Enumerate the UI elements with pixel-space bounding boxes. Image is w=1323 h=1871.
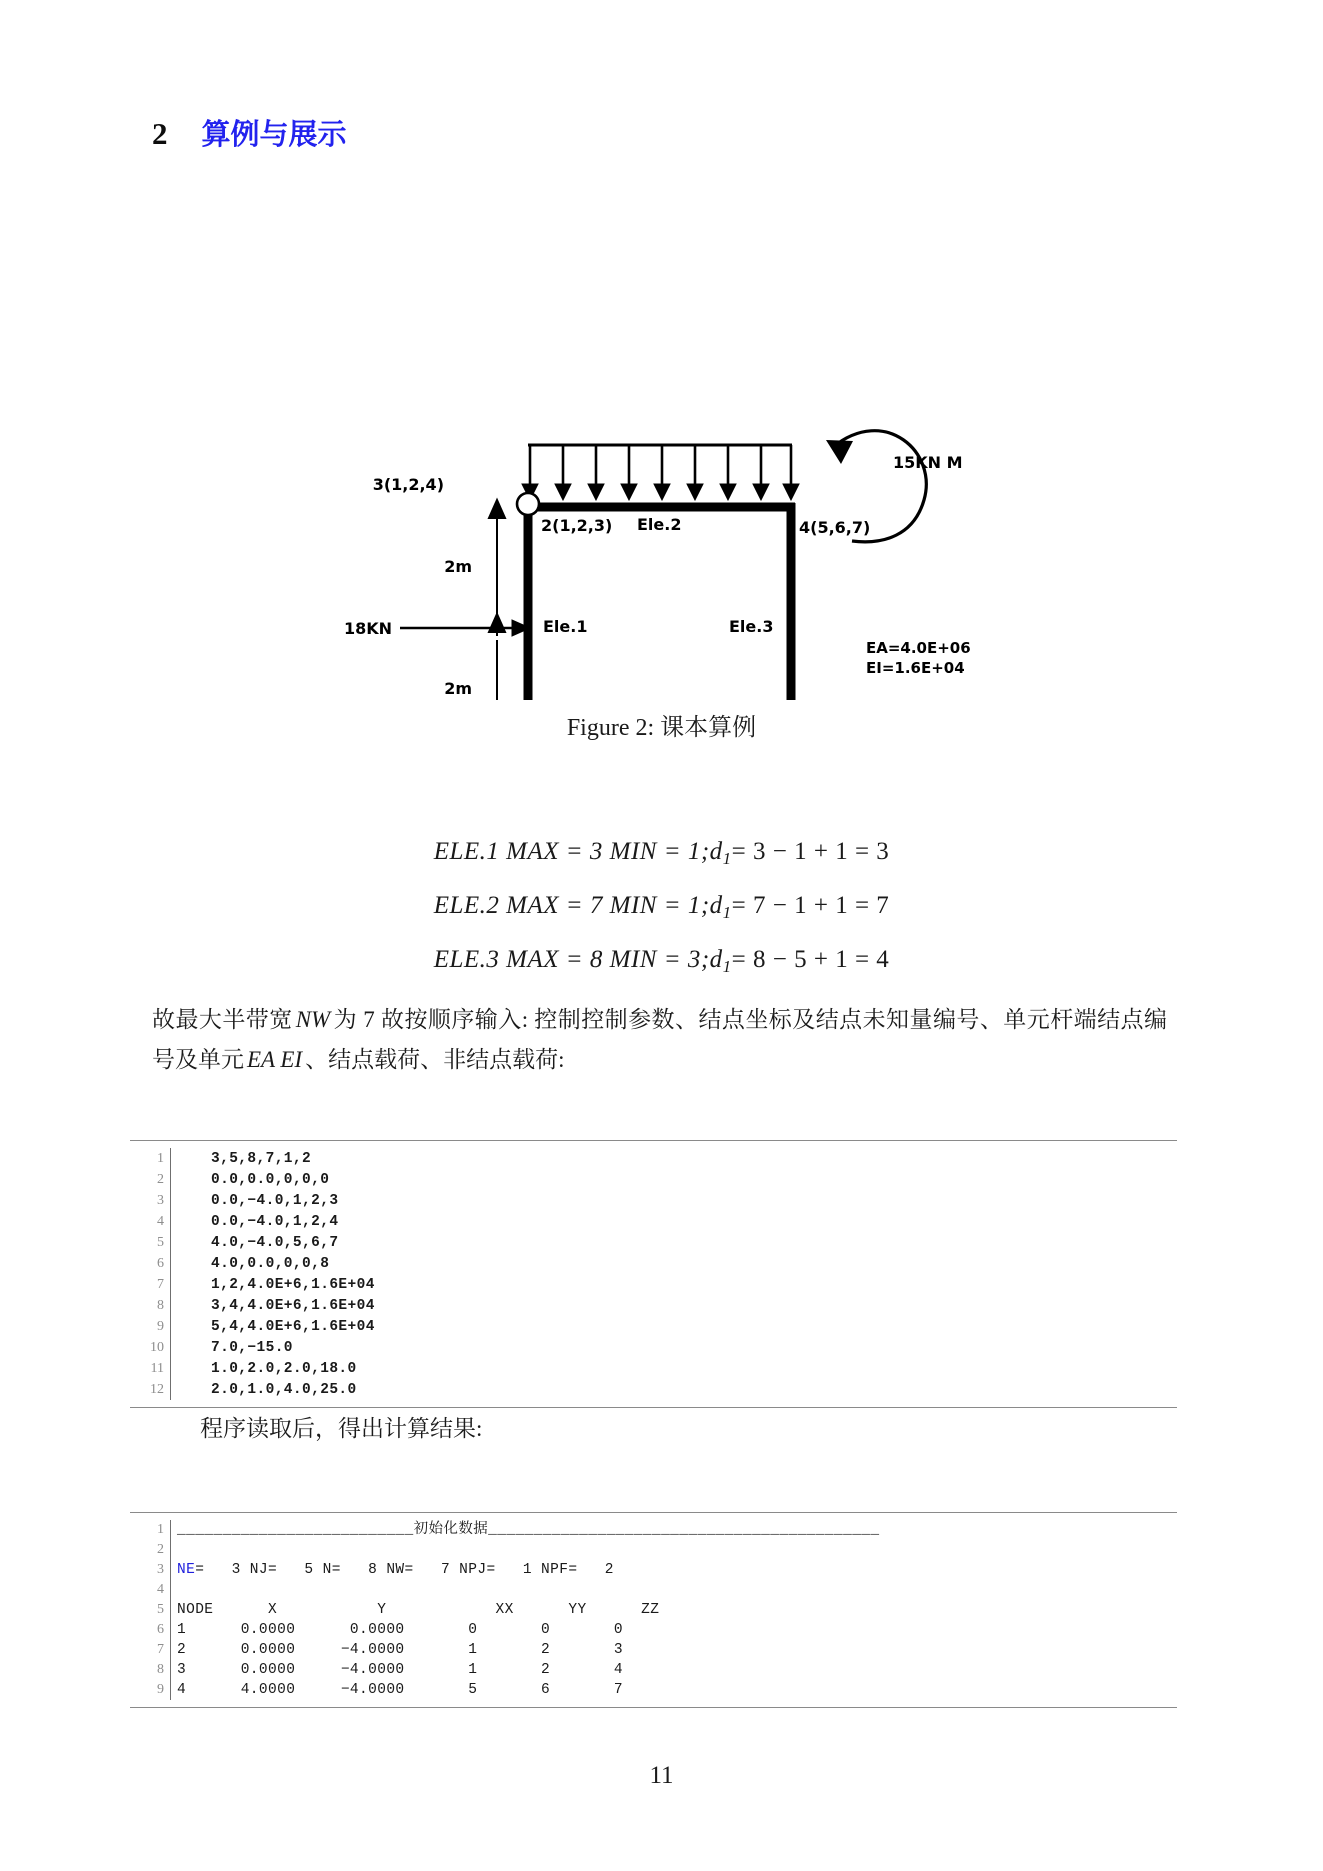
line-number: 3 xyxy=(157,1193,164,1208)
code-text: 2.0,1.0,4.0,25.0 xyxy=(211,1382,357,1398)
paragraph-part1: 故最大半带宽 xyxy=(152,1007,293,1032)
page-number: 11 xyxy=(649,1762,674,1789)
code-listing-input xyxy=(130,1140,1177,1408)
equation-d-symbol: d xyxy=(709,838,723,865)
code-listing-output xyxy=(130,1512,1177,1708)
figure-label-moment: 15KN M xyxy=(893,453,963,472)
code-text: 7.0,−15.0 xyxy=(211,1340,293,1356)
code-text: 4 4.0000 −4.0000 5 6 7 xyxy=(177,1682,623,1698)
section-title: 算例与展示 xyxy=(201,117,347,151)
line-number: 7 xyxy=(157,1642,164,1657)
code-line xyxy=(130,1232,1177,1253)
code-text: 1 0.0000 0.0000 0 0 0 xyxy=(177,1622,623,1638)
code-text: 0.0,−4.0,1,2,3 xyxy=(211,1193,339,1209)
section-number: 2 xyxy=(152,116,168,151)
line-number: 4 xyxy=(157,1214,164,1229)
line-number: 9 xyxy=(157,1682,164,1697)
paragraph-math-eaei: EA EI xyxy=(247,1047,303,1073)
code-text: 4.0,−4.0,5,6,7 xyxy=(211,1235,339,1251)
equation-d-symbol: d xyxy=(709,946,723,973)
code-listing-input-rows xyxy=(130,1141,1177,1407)
line-number: 4 xyxy=(157,1582,164,1597)
figure-frame-structure xyxy=(0,200,1323,700)
code-text: NODE X Y XX YY ZZ xyxy=(177,1602,660,1618)
figure-caption: Figure 2: 课本算例 xyxy=(566,715,757,741)
line-number: 3 xyxy=(157,1562,164,1577)
code-text: 5,4,4.0E+6,1.6E+04 xyxy=(211,1319,375,1335)
figure-label-ea: EA=4.0E+06 xyxy=(866,639,971,657)
section-heading xyxy=(152,112,347,153)
line-number: 7 xyxy=(157,1277,164,1292)
code-line xyxy=(130,1540,1177,1560)
code-text: 1,2,4.0E+6,1.6E+04 xyxy=(211,1277,375,1293)
code-text: 3 0.0000 −4.0000 1 2 4 xyxy=(177,1662,623,1678)
equation-d-symbol: d xyxy=(709,892,723,919)
code-text: 1.0,2.0,2.0,18.0 xyxy=(211,1361,357,1377)
line-number: 5 xyxy=(157,1235,164,1250)
code-line xyxy=(130,1253,1177,1274)
code-line xyxy=(130,1520,1177,1540)
gutter-rule xyxy=(170,1580,171,1600)
dimension-vertical xyxy=(489,500,505,700)
code-line xyxy=(130,1560,1177,1580)
code-text: NE= 3 NJ= 5 N= 8 NW= 7 NPJ= 1 NPF= 2 xyxy=(177,1562,614,1578)
line-number: 9 xyxy=(157,1319,164,1334)
code-text: 0.0,−4.0,1,2,4 xyxy=(211,1214,339,1230)
line-number: 6 xyxy=(157,1622,164,1637)
equation-ele3 xyxy=(0,946,1323,977)
equation-ele1 xyxy=(0,838,1323,869)
equation-rhs: = 3 − 1 + 1 = 3 xyxy=(731,838,890,865)
subparagraph-result-intro: 程序读取后，得出计算结果: xyxy=(200,1416,483,1441)
code-line xyxy=(130,1169,1177,1190)
code-text: __________________________初始化数据___________________________________________ xyxy=(177,1522,880,1538)
figure-label-point-load: 18KN xyxy=(343,619,392,638)
figure-label-ele3: Ele.3 xyxy=(729,617,774,636)
code-line xyxy=(130,1379,1177,1400)
equation-d-subscript: 1 xyxy=(722,848,732,868)
code-line xyxy=(130,1148,1177,1169)
gutter-rule xyxy=(170,1540,171,1560)
code-line xyxy=(130,1337,1177,1358)
code-line xyxy=(130,1211,1177,1232)
code-text: 2 0.0000 −4.0000 1 2 3 xyxy=(177,1642,623,1658)
code-line xyxy=(130,1190,1177,1211)
code-line xyxy=(130,1358,1177,1379)
figure-label-node2: 2(1,2,3) xyxy=(541,516,613,535)
equation-d-subscript: 1 xyxy=(722,956,732,976)
line-number: 8 xyxy=(157,1662,164,1677)
code-line xyxy=(130,1660,1177,1680)
code-text: 4.0,0.0,0,0,8 xyxy=(211,1256,330,1272)
paragraph-part3: 、结点载荷、非结点载荷: xyxy=(305,1047,565,1073)
figure-label-node4: 4(5,6,7) xyxy=(799,518,871,537)
code-line xyxy=(130,1640,1177,1660)
paragraph-math-nw: NW xyxy=(295,1007,331,1032)
line-number: 12 xyxy=(150,1382,164,1397)
code-line xyxy=(130,1274,1177,1295)
code-line xyxy=(130,1316,1177,1337)
equation-rhs: = 7 − 1 + 1 = 7 xyxy=(731,892,890,919)
equation-d-subscript: 1 xyxy=(722,902,732,922)
equation-rhs: = 8 − 5 + 1 = 4 xyxy=(731,946,890,973)
figure-label-node3: 3(1,2,4) xyxy=(372,475,444,494)
equation-lhs: ELE.3 MAX = 8 MIN = 3; xyxy=(433,946,710,973)
line-number: 10 xyxy=(150,1340,164,1355)
code-text: 3,5,8,7,1,2 xyxy=(211,1151,312,1167)
moment-arrowhead xyxy=(826,440,853,464)
paragraph-part2: 为 7 故按顺序输入: 控制控制参数、结点坐标及结点未知量编号、单元杆端结点编号及单元 xyxy=(152,1007,1168,1073)
figure-label-dim-upper: 2m xyxy=(444,557,472,576)
code-text: 0.0,0.0,0,0,0 xyxy=(211,1172,330,1188)
line-number: 6 xyxy=(157,1256,164,1271)
line-number: 8 xyxy=(157,1298,164,1313)
line-number: 1 xyxy=(157,1522,164,1537)
figure-label-ele2: Ele.2 xyxy=(637,515,682,534)
code-line xyxy=(130,1680,1177,1700)
code-keyword: NE xyxy=(177,1562,196,1578)
line-number: 11 xyxy=(150,1361,164,1376)
distributed-load-group xyxy=(522,445,799,500)
figure-label-ele1: Ele.1 xyxy=(543,617,588,636)
equation-ele2 xyxy=(0,892,1323,923)
figure-label-dim-lower: 2m xyxy=(444,679,472,698)
line-number: 1 xyxy=(157,1151,164,1166)
code-line xyxy=(130,1600,1177,1620)
line-number: 2 xyxy=(157,1542,164,1557)
figure-label-ei: EI=1.6E+04 xyxy=(866,659,965,677)
code-line xyxy=(130,1295,1177,1316)
code-text: 3,4,4.0E+6,1.6E+04 xyxy=(211,1298,375,1314)
code-listing-output-rows xyxy=(130,1513,1177,1707)
code-line xyxy=(130,1620,1177,1640)
equation-lhs: ELE.1 MAX = 3 MIN = 1; xyxy=(433,838,710,865)
body-paragraph xyxy=(152,1000,1167,1081)
code-line xyxy=(130,1580,1177,1600)
line-number: 5 xyxy=(157,1602,164,1617)
equation-lhs: ELE.2 MAX = 7 MIN = 1; xyxy=(433,892,710,919)
point-load-arrow xyxy=(400,620,530,636)
line-number: 2 xyxy=(157,1172,164,1187)
